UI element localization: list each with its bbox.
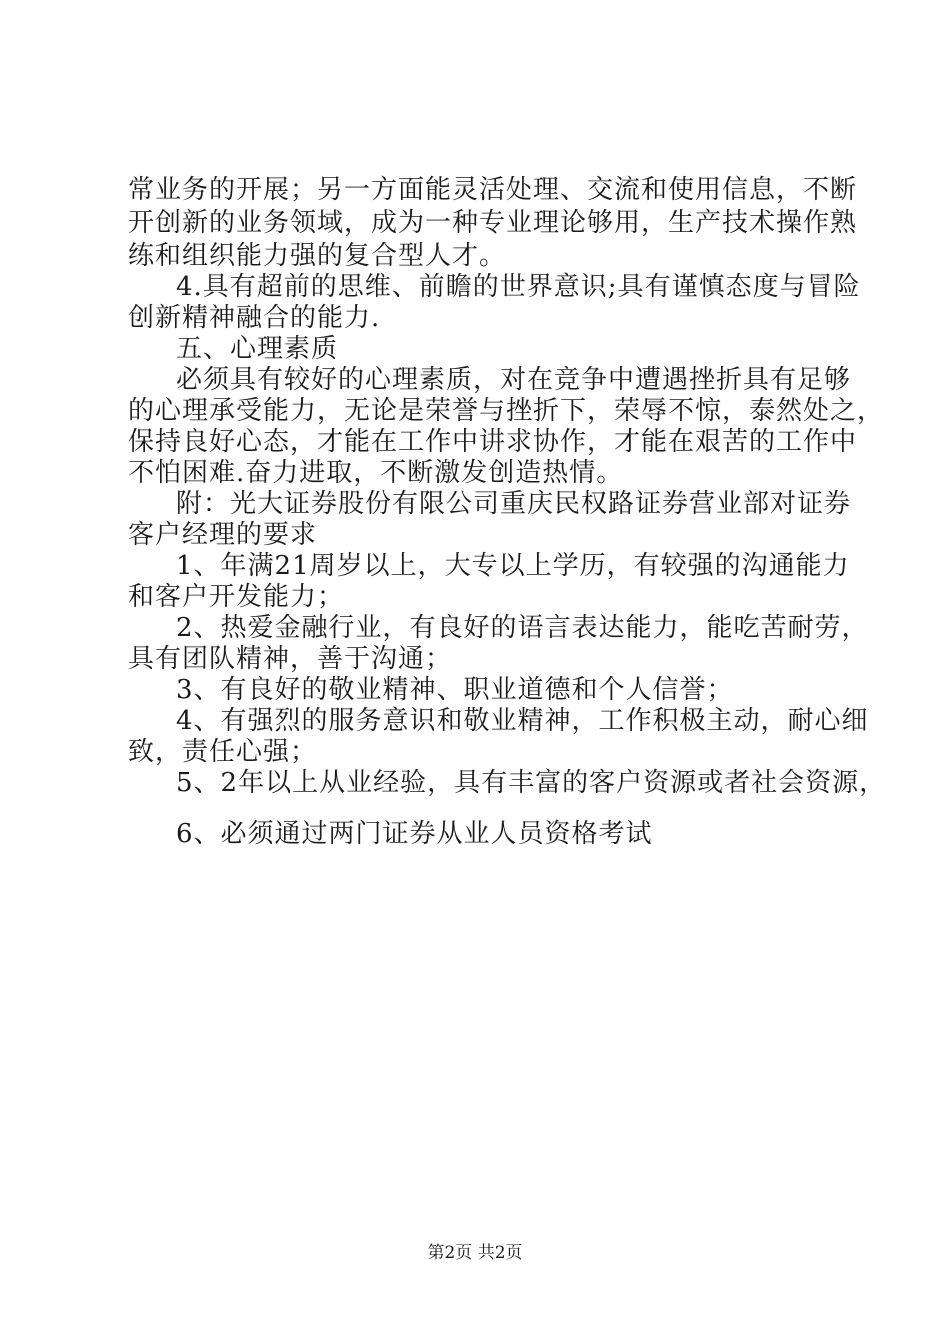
list-item: 4、有强烈的服务意识和敬业精神，工作积极主动，耐心细 bbox=[176, 706, 869, 736]
text-line: 创新精神融合的能力. bbox=[128, 303, 381, 333]
page-number: 第2页 共2页 bbox=[427, 1243, 523, 1263]
text-line: 客户经理的要求 bbox=[128, 520, 318, 550]
text-line: 具有团队精神，善于沟通； bbox=[128, 644, 453, 674]
text-line: 保持良好心态，才能在工作中讲求协作，才能在艰苦的工作中 bbox=[128, 427, 858, 457]
text-line: 4.具有超前的思维、前瞻的世界意识;具有谨慎态度与冒险 bbox=[176, 272, 861, 302]
list-item: 5、2年以上从业经验，具有丰富的客户资源或者社会资源， bbox=[176, 768, 887, 798]
text-line: 必须具有较好的心理素质，对在竞争中遭遇挫折具有足够 bbox=[176, 365, 852, 395]
section-heading: 五、心理素质 bbox=[176, 334, 339, 364]
text-line: 练和组织能力强的复合型人才。 bbox=[128, 241, 507, 271]
list-item: 6、必须通过两门证券从业人员资格考试 bbox=[176, 819, 653, 849]
list-item: 3、有良好的敬业精神、职业道德和个人信誉； bbox=[176, 675, 734, 705]
text-line: 开创新的业务领域，成为一种专业理论够用，生产技术操作熟 bbox=[128, 208, 858, 238]
text-line: 的心理承受能力，无论是荣誉与挫折下，荣辱不惊，泰然处之， bbox=[128, 396, 885, 426]
text-line: 常业务的开展；另一方面能灵活处理、交流和使用信息，不断 bbox=[128, 175, 858, 205]
text-line: 不怕困难.奋力进取，不断激发创造热情。 bbox=[128, 458, 624, 488]
text-line: 附：光大证券股份有限公司重庆民权路证券营业部对证券 bbox=[176, 489, 852, 519]
text-line: 致，责任心强； bbox=[128, 737, 318, 767]
list-item: 1、年满21周岁以上，大专以上学历，有较强的沟通能力 bbox=[176, 551, 850, 581]
list-item: 2、热爱金融行业，有良好的语言表达能力，能吃苦耐劳， bbox=[176, 613, 869, 643]
text-line: 和客户开发能力； bbox=[128, 582, 345, 612]
